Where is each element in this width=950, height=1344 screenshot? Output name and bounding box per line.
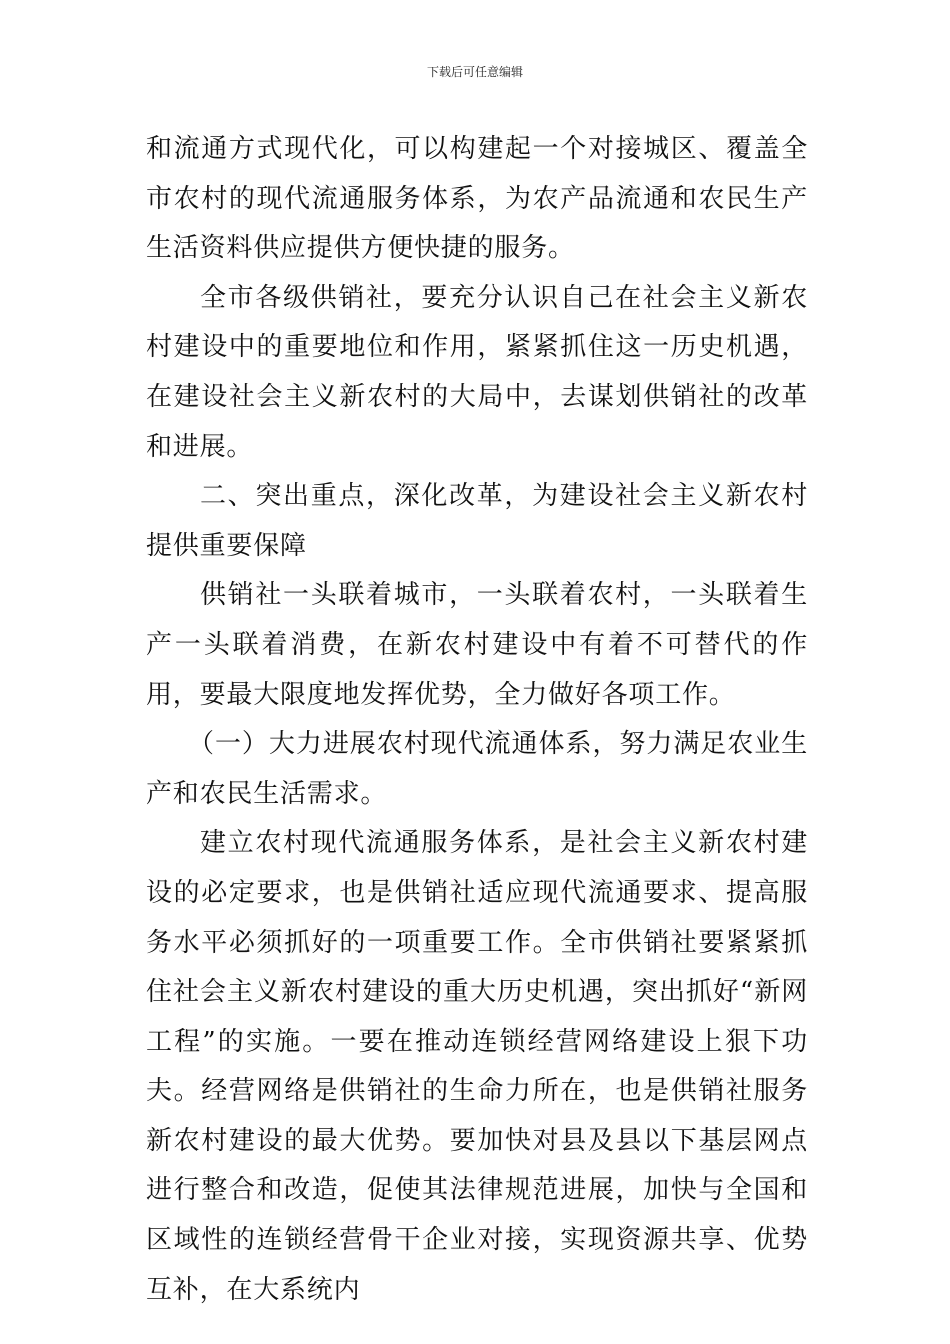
document-body [146, 125, 808, 1315]
page-header: 下载后可任意编辑 [426, 65, 523, 79]
paragraph-distribution-system: 建立农村现代流通服务体系，是社会主义新农村建设的必定要求，也是供销社适应现代流通要求、提高服务水平必须抓好的一项重要工作。全市供销社要紧紧抓住社会主义新农村建设的重大历史机遇，突出抓好“新网工程”的实施。一要在推动连锁经营网络建设上狠下功夫。经营网络是供销社的生命力所在，也是供销社服务新农村建设的最大优势。要加快对县及县以下基层网点进行整合和改造，促使其法律规范进展，加快与全国和区域性的连锁经营骨干企业对接，实现资源共享、优势互补，在大系统内 [146, 828, 808, 1305]
paragraph-role: 供销社一头联着城市，一头联着农村，一头联着生产一头联着消费，在新农村建设中有着不可替代的作用，要最大限度地发挥优势，全力做好各项工作。 [146, 580, 808, 710]
paragraph-supply-cooperatives: 全市各级供销社，要充分认识自己在社会主义新农村建设中的重要地位和作用，紧紧抓住这一历史机遇，在建设社会主义新农村的大局中，去谋划供销社的改革和进展。 [146, 282, 808, 462]
paragraph-continuation: 和流通方式现代化，可以构建起一个对接城区、覆盖全市农村的现代流通服务体系，为农产品流通和农民生产生活资料供应提供方便快捷的服务。 [146, 134, 808, 264]
section-heading-two: 二、突出重点，深化改革，为建设社会主义新农村提供重要保障 [146, 481, 808, 561]
subsection-heading-one: （一）大力进展农村现代流通体系，努力满足农业生产和农民生活需求。 [146, 729, 808, 809]
